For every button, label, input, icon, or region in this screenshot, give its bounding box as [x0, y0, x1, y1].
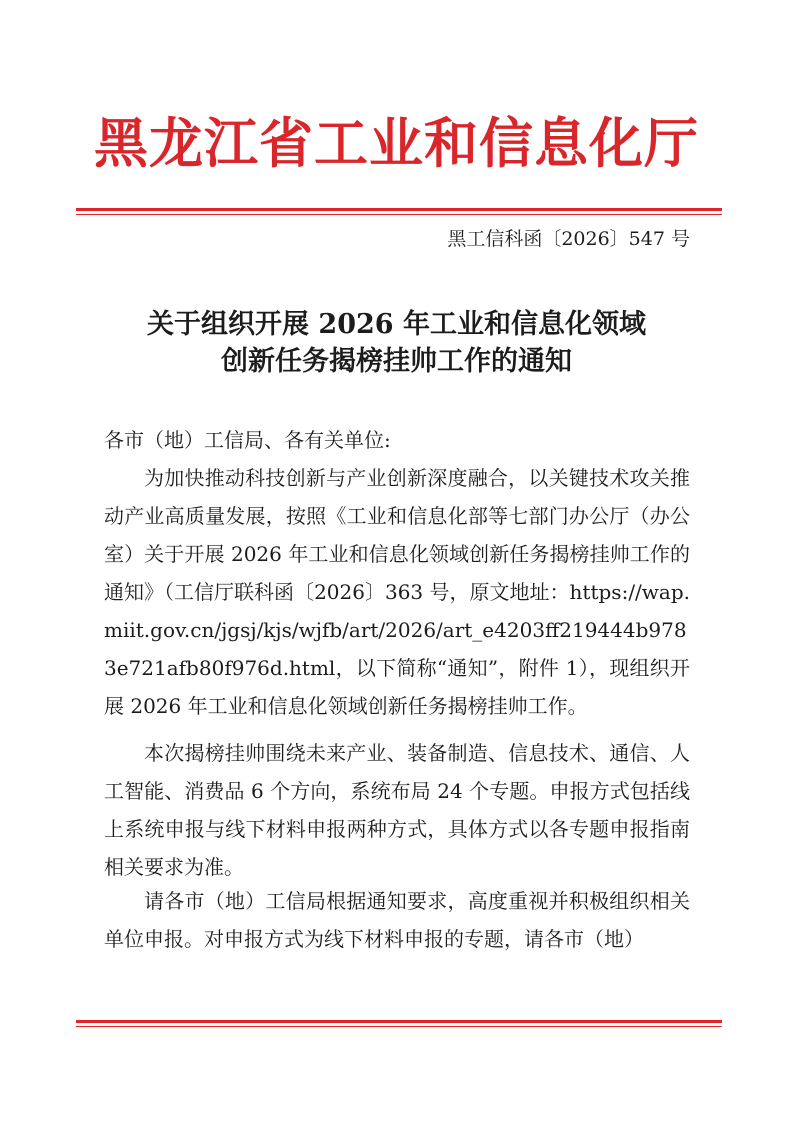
paragraph-3: 请各市（地）工信局根据通知要求，高度重视并积极组织相关单位申报。对申报方式为线下材料申报的专题，请各市（地）	[104, 889, 690, 951]
letterhead-rule-thick	[76, 208, 722, 211]
paragraph-1: 为加快推动科技创新与产业创新深度融合，以关键技术攻关推动产业高质量发展，按照《工业和信息化部等七部门办公厅（办公室）关于开展 2026 年工业和信息化领域创新任务揭榜挂帅工作的通知》（工信厅联科函〔2026〕363 号，原文地址：https://wap.miit.gov.cn/jgsj/kjs/wjfb/art/2026/art_e4203ff219444b9783e721afb80f976d.html，以下简称“通知”，附件 1），现组织开展 2026 年工业和信息化领域创新任务揭榜挂帅工作。	[104, 466, 690, 718]
document-title-line-2: 创新任务揭榜挂帅工作的通知	[221, 346, 572, 377]
letterhead-title: 黑龙江省工业和信息化厅	[94, 111, 699, 175]
letterhead-rule-thin	[76, 214, 722, 215]
paragraph-2: 本次揭榜挂帅围绕未来产业、装备制造、信息技术、通信、人工智能、消费品 6 个方向，系统布局 24 个专题。申报方式包括线上系统申报与线下材料申报两种方式，具体方式以各专题申报指南相关要求为准。	[104, 741, 690, 879]
footer-rule-thin	[76, 1026, 722, 1027]
footer-rule-thick	[76, 1020, 722, 1023]
document-number: 黑工信科函〔2026〕547 号	[447, 228, 690, 250]
document-title-line-1: 关于组织开展 2026 年工业和信息化领域	[147, 309, 646, 340]
salutation: 各市（地）工信局、各有关单位:	[104, 428, 391, 452]
